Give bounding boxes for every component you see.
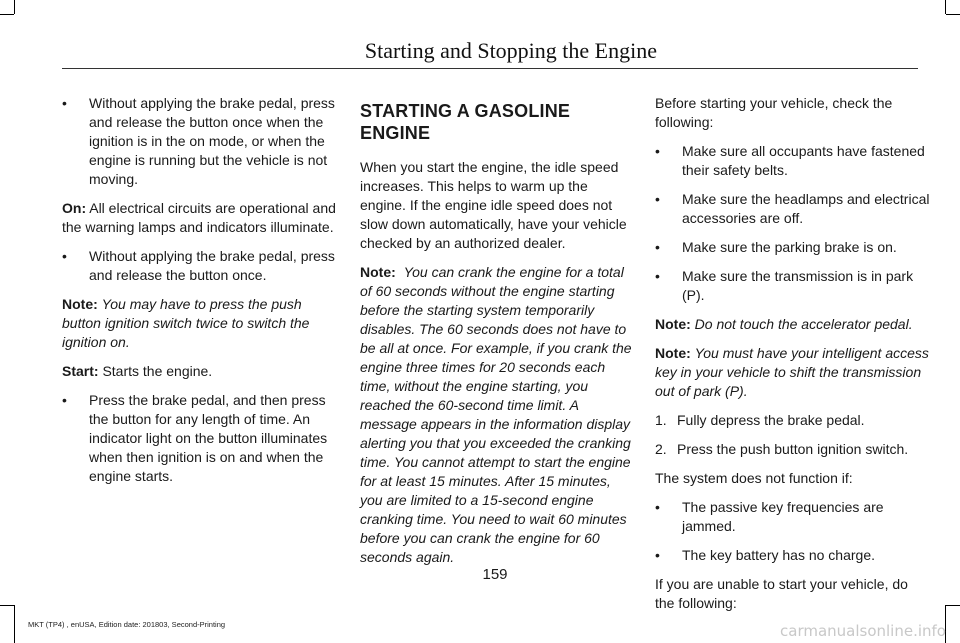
start-text: Starts the engine.: [102, 363, 213, 379]
bullet-mark: •: [62, 95, 67, 111]
list-item: [655, 238, 930, 257]
bullet-mark: •: [655, 268, 660, 284]
crop-mark-bottom-right-h: [946, 605, 960, 606]
intro-paragraph: When you start the engine, the idle speed increases. This helps to warm up the engine. If the engine idle speed does not slow down automatically, have your vehicle checked by an authorized dealer.: [360, 159, 627, 251]
bullet-text: Make sure the transmission is in park (P).: [682, 268, 914, 303]
bullet-mark: •: [655, 239, 660, 255]
bullet-text: Make sure the parking brake is on.: [682, 239, 897, 255]
note-label: Note:: [360, 264, 396, 280]
list-item: [655, 190, 930, 228]
bullet-mark: •: [655, 499, 660, 515]
on-label: On:: [62, 200, 87, 216]
note-text: You can crank the engine for a total of 60 seconds without the engine starting before the starting system temporarily disables. The 60 seconds does not have to be all at once. For example, if you crank the engine three times for 20 seconds each time, without the engine starting, you reached the 60-second time limit. A message appears in the information display alerting you that you exceeded the cranking time. You cannot attempt to start the engine for at least 15 minutes. After 15 minutes, you are limited to a 15-second engine cranking time. You need to wait 60 minutes before you can crank the engine for 60 seconds again.: [360, 264, 632, 565]
list-item: [655, 546, 930, 565]
note-paragraph: [655, 315, 930, 334]
bullet-mark: •: [62, 392, 67, 408]
note-text: Do not touch the accelerator pedal.: [694, 316, 913, 332]
crop-mark-top-left-v: [14, 0, 15, 14]
column-3: [655, 94, 930, 623]
section-heading: STARTING A GASOLINE ENGINE: [360, 101, 571, 143]
step-text: Press the push button ignition switch.: [677, 441, 909, 457]
bullet-text: Make sure the headlamps and electrical accessories are off.: [682, 191, 930, 226]
fail-intro: The system does not function if:: [655, 470, 853, 486]
bullet-mark: •: [655, 547, 660, 563]
step-number: 1.: [655, 412, 667, 428]
list-item: [655, 142, 930, 180]
note-label: Note:: [655, 316, 691, 332]
on-text: All electrical circuits are operational and the warning lamps and indicators illuminate.: [62, 200, 336, 235]
bullet-text: Without applying the brake pedal, press and release the button once.: [89, 248, 335, 283]
list-item: [655, 498, 930, 536]
step-item: [655, 440, 930, 459]
watermark: carmanualsonline.info: [780, 622, 946, 640]
note-label: Note:: [655, 345, 691, 361]
bullet-text: The key battery has no charge.: [682, 547, 875, 563]
bullet-mark: •: [655, 191, 660, 207]
note-text: You must have your intelligent access key in your vehicle to shift the transmission out of park (P).: [655, 345, 929, 399]
page-title: Starting and Stopping the Engine: [364, 38, 657, 63]
note-paragraph: [655, 344, 930, 401]
note-paragraph: [62, 295, 338, 352]
on-paragraph: [62, 199, 338, 237]
bullet-text: Without applying the brake pedal, press and release the button once when the ignition is in the on mode, or when the engine is running but the vehicle is not moving.: [89, 95, 335, 187]
crop-mark-top-right-h: [946, 14, 960, 15]
note-text: You may have to press the push button ignition switch twice to switch the ignition on.: [62, 296, 310, 350]
step-number: 2.: [655, 441, 667, 457]
note-paragraph: [360, 263, 635, 567]
start-label: Start:: [62, 363, 99, 379]
column-2: [360, 100, 635, 577]
bullet-mark: •: [655, 143, 660, 159]
list-item: [655, 267, 930, 305]
check-intro: Before starting your vehicle, check the following:: [655, 95, 893, 130]
closing-paragraph: If you are unable to start your vehicle, do the following:: [655, 576, 908, 611]
crop-mark-bottom-left-v: [14, 605, 15, 643]
page-number: 159: [482, 566, 508, 583]
crop-mark-top-left-h: [0, 14, 14, 15]
header-rule: [62, 68, 918, 69]
start-paragraph: [62, 362, 338, 381]
crop-mark-top-right-v: [945, 0, 946, 14]
list-item: [62, 247, 338, 285]
step-item: [655, 411, 930, 430]
bullet-text: Make sure all occupants have fastened their safety belts.: [682, 143, 925, 178]
step-text: Fully depress the brake pedal.: [677, 412, 865, 428]
bullet-text: The passive key frequencies are jammed.: [682, 499, 884, 534]
bullet-mark: •: [62, 248, 67, 264]
list-item: [62, 391, 338, 486]
bullet-text: Press the brake pedal, and then press the button for any length of time. An indicator light on the button illuminates when then ignition is on and when the engine starts.: [89, 392, 328, 484]
crop-mark-bottom-left-h: [0, 605, 14, 606]
note-label: Note:: [62, 296, 98, 312]
edition-footer: MKT (TP4) , enUSA, Edition date: 201803, Second-Printing: [28, 620, 226, 629]
column-1: [62, 94, 338, 496]
list-item: [62, 94, 338, 189]
